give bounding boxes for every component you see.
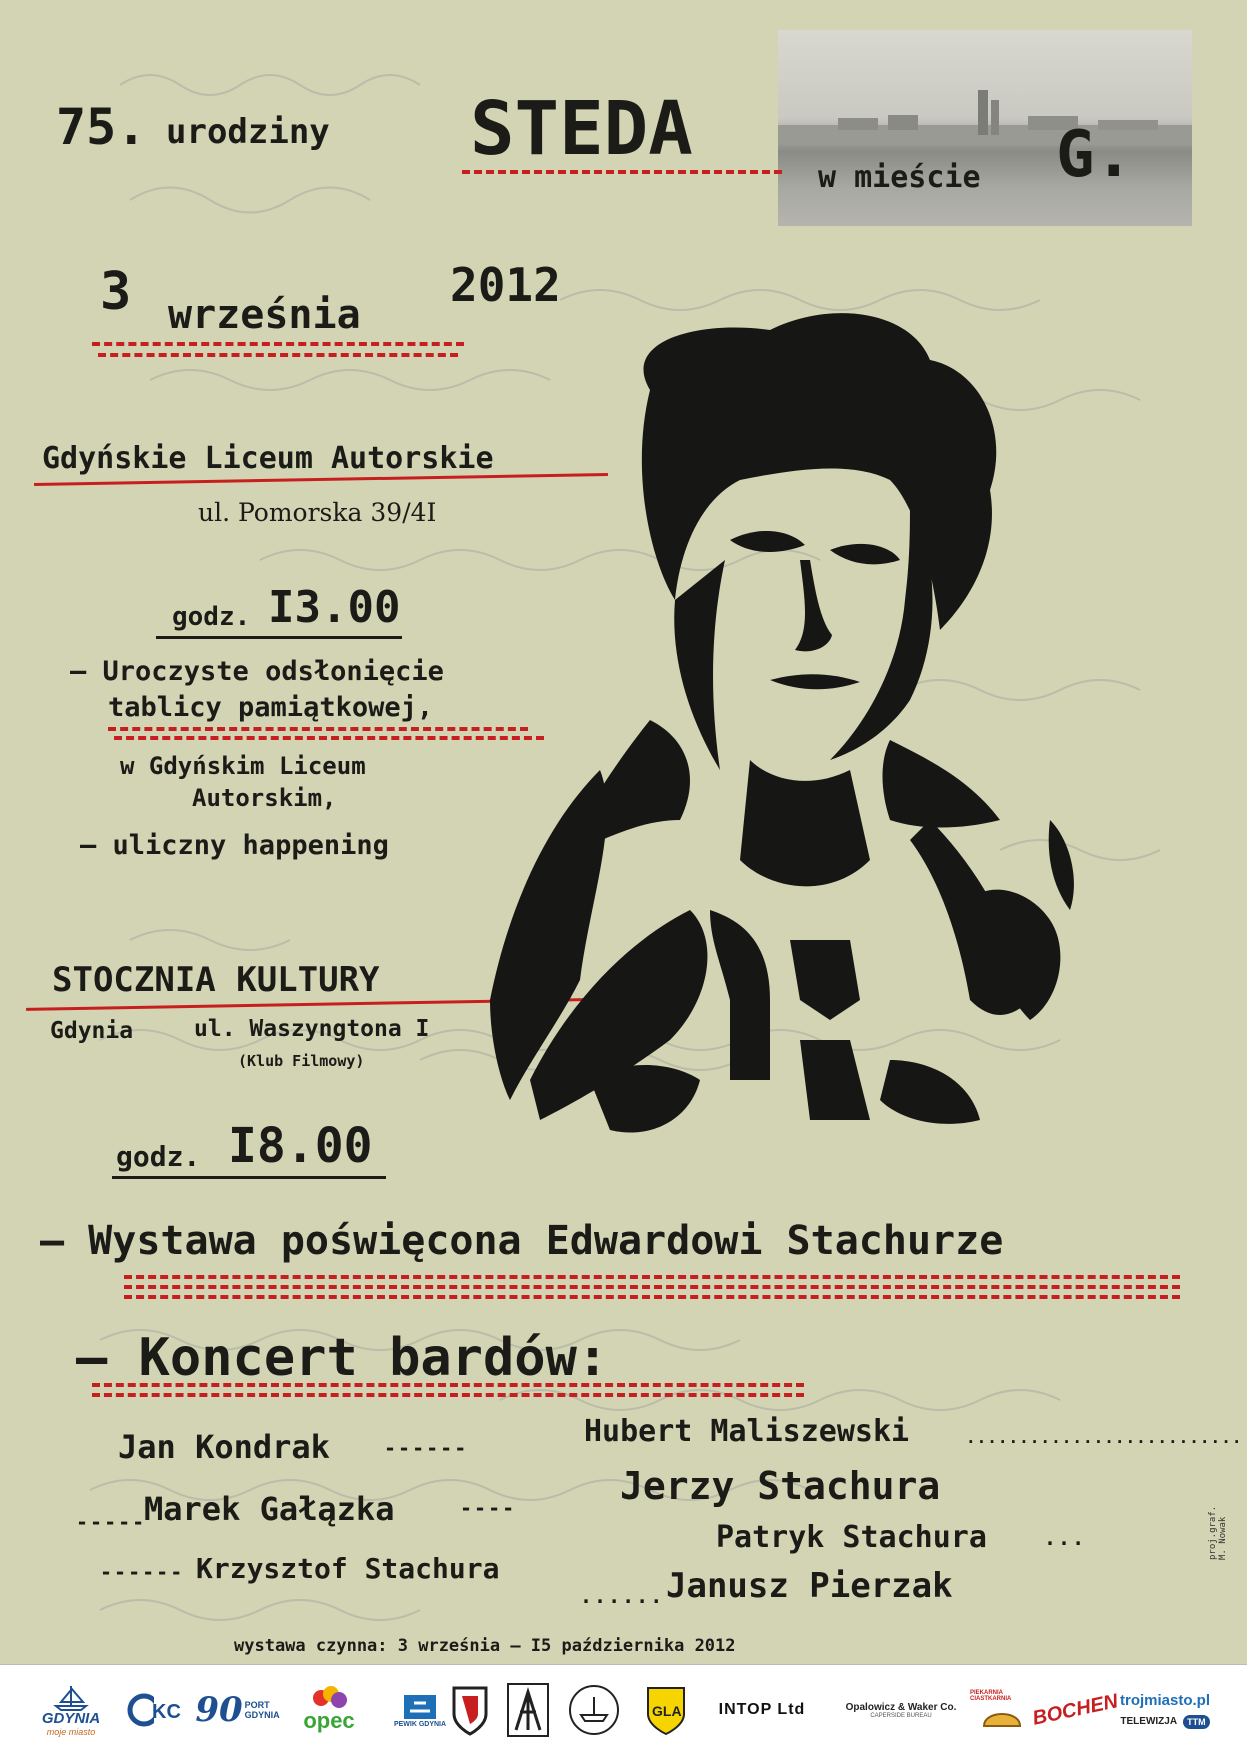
title-steda: STEDA <box>470 86 693 172</box>
date-month: września <box>168 292 361 338</box>
svg-text:GLA: GLA <box>652 1703 682 1719</box>
performer-jerzy-stachura: Jerzy Stachura <box>620 1464 941 1508</box>
kc-logo <box>124 1680 180 1740</box>
venue1-address: ul. Pomorska 39/4I <box>198 498 437 527</box>
exhibition-underline-3 <box>124 1295 1180 1299</box>
intop-logo: INTOP Ltd <box>718 1701 806 1718</box>
venue2-address: ul. Waszyngtona I <box>194 1016 430 1042</box>
event1-time: I3.00 <box>268 582 401 633</box>
dots-5: .......................... <box>966 1428 1243 1447</box>
bakery-crest-icon <box>980 1702 1024 1730</box>
date-day: 3 <box>100 262 132 322</box>
dots-1: ------ <box>384 1436 469 1460</box>
venue2-city: Gdynia <box>50 1018 134 1044</box>
gdynia-logo: GDYNIA moje miasto <box>26 1680 116 1740</box>
designer-credit: proj.graf. M. Nowak <box>1208 1505 1228 1560</box>
performer-hubert-maliszewski: Hubert Maliszewski <box>584 1414 910 1449</box>
title-g: G. <box>1056 118 1134 192</box>
dots-3: ---- <box>460 1496 517 1520</box>
date-year: 2012 <box>450 258 561 312</box>
piekarnia-logo: PIEKARNIA CIASTKARNIA <box>970 1680 1034 1740</box>
performer-krzysztof-stachura: Krzysztof Stachura <box>196 1552 500 1585</box>
gla-logo <box>642 1680 690 1740</box>
performer-janusz-pierzak: Janusz Pierzak <box>666 1566 953 1606</box>
kc-icon <box>128 1692 181 1728</box>
pewik-logo: PEWIK GDYNIA <box>392 1680 448 1740</box>
dots-6: ... <box>1044 1526 1087 1550</box>
event2-time: I8.00 <box>228 1118 373 1174</box>
anniversary-number: 75. <box>56 98 147 156</box>
crane-icon <box>506 1682 550 1738</box>
stachura-portrait <box>470 300 1110 1180</box>
date-underline-1 <box>92 342 464 346</box>
opalowicz-logo: Opalowicz & Waker Co. CAPERSIDE BUREAU <box>845 1701 957 1719</box>
title-underline <box>462 170 782 174</box>
bochen-logo: BOCHEN <box>1030 1689 1120 1730</box>
venue2-note: (Klub Filmowy) <box>238 1052 365 1070</box>
event1-line1: – Uroczyste odsłonięcie <box>70 656 444 687</box>
shield-icon <box>450 1684 490 1736</box>
gla-shield-icon <box>644 1684 688 1736</box>
venue1-name: Gdyńskie Liceum Autorskie <box>42 441 494 476</box>
concert-underline-2 <box>92 1393 804 1397</box>
title-w-miescie: w mieście <box>818 160 981 195</box>
performer-marek-galazka: Marek Gałązka <box>144 1490 395 1528</box>
title-urodziny: urodziny <box>166 112 330 152</box>
ship-seal-icon <box>567 1683 621 1737</box>
shield-logo <box>448 1680 492 1740</box>
event1-godz: godz. <box>172 602 251 632</box>
performer-jan-kondrak: Jan Kondrak <box>118 1428 330 1466</box>
performer-patryk-stachura: Patryk Stachura <box>716 1520 987 1555</box>
concert-underline-1 <box>92 1383 804 1387</box>
crane-logo <box>504 1680 552 1740</box>
seal-logo <box>566 1680 622 1740</box>
exhibition-underline-1 <box>124 1275 1180 1279</box>
event1-time-underline <box>156 636 402 639</box>
venue2-name: STOCZNIA KULTURY <box>52 960 380 1000</box>
event1-line2: tablicy pamiątkowej, <box>108 692 434 723</box>
dots-7: ...... <box>580 1584 665 1608</box>
opec-flower-icon <box>309 1686 349 1708</box>
event2-time-underline <box>112 1176 386 1179</box>
event1-line3: w Gdyńskim Liceum <box>120 752 366 780</box>
water-tap-icon <box>402 1693 438 1721</box>
event2-godz: godz. <box>116 1140 201 1173</box>
svg-text:KC: KC <box>152 1701 181 1723</box>
port-gdynia-logo: 90 PORT GDYNIA <box>195 1690 280 1730</box>
event1-underline-1 <box>108 727 528 731</box>
dots-4: ------ <box>100 1560 185 1584</box>
date-underline-2 <box>98 353 458 357</box>
event1-line5: – uliczny happening <box>80 830 389 861</box>
trojmiasto-logo: trojmiasto.pl TELEWIZJA TTM <box>1119 1691 1210 1727</box>
ship-icon <box>51 1684 91 1710</box>
event1-line4: Autorskim, <box>192 784 337 812</box>
exhibition-title: – Wystawa poświęcona Edwardowi Stachurze <box>40 1218 1004 1264</box>
opec-logo: opec <box>296 1680 362 1740</box>
exhibition-dates: wystawa czynna: 3 września – I5 października 2012 <box>234 1636 736 1656</box>
dots-2: ----- <box>76 1510 147 1534</box>
exhibition-underline-2 <box>124 1285 1180 1289</box>
concert-title: – Koncert bardów: <box>76 1328 609 1388</box>
